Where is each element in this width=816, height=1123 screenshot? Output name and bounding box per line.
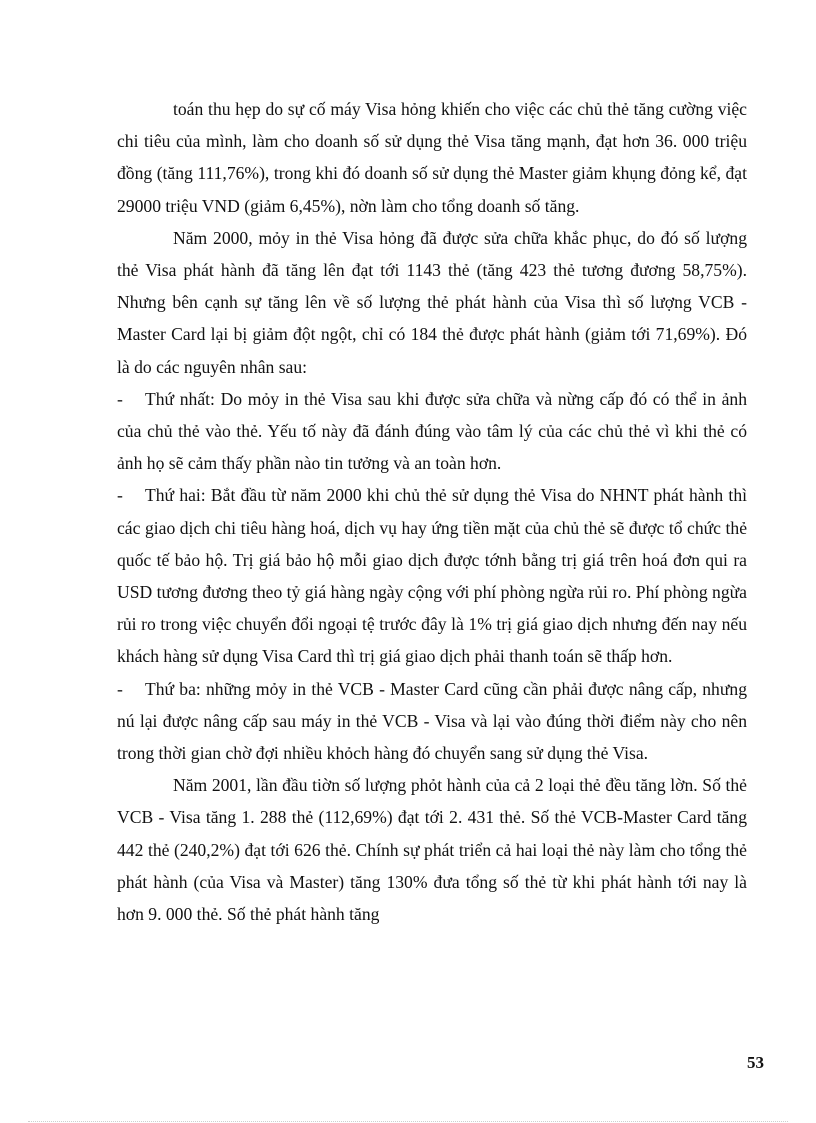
- bullet-item-3: [117, 673, 747, 770]
- paragraph-2: Năm 2000, mỏy in thẻ Visa hỏng đã được sửa chữa khắc phục, do đó số lượng thẻ Visa phát hành đã tăng lên đạt tới 1143 thẻ (tăng 423 thẻ tương đương 58,75%). Nhưng bên cạnh sự tăng lên về số lượng thẻ phát hành của Visa thì số lượng VCB - Master Card lại bị giảm đột ngột, chỉ có 184 thẻ được phát hành (giảm tới 71,69%). Đó là do các nguyên nhân sau:: [117, 227, 747, 377]
- paragraph-3: Năm 2001, lần đầu tiờn số lượng phỏt hành của cả 2 loại thẻ đều tăng lờn. Số thẻ VCB - Visa tăng 1. 288 thẻ (112,69%) đạt tới 2. 431 thẻ. Số thẻ VCB-Master Card tăng 442 thẻ (240,2%) đạt tới 626 thẻ. Chính sự phát triển cả hai loại thẻ này làm cho tổng thẻ phát hành (của Visa và Master) tăng 130% đưa tổng số thẻ từ khi phát hành tới nay là hơn 9. 000 thẻ. Số thẻ phát hành tăng: [117, 775, 747, 925]
- bottom-divider: [28, 1121, 788, 1122]
- bullet-text: Thứ hai: Bắt đầu từ năm 2000 khi chủ thẻ sử dụng thẻ Visa do NHNT phát hành thì các giao dịch chi tiêu hàng hoá, dịch vụ hay ứng tiền mặt của chủ thẻ sẽ được tổ chức thẻ quốc tế bảo hộ. Trị giá bảo hộ mỗi giao dịch được tớnh bằng trị giá trên hoá đơn qui ra USD tương đương theo tỷ giá hàng ngày cộng với phí phòng ngừa rủi ro. Phí phòng ngừa rủi ro trong việc chuyển đổi ngoại tệ trước đây là 1% trị giá giao dịch nhưng đến nay nếu khách hàng sử dụng Visa Card thì trị giá giao dịch phải thanh toán sẽ thấp hơn.: [117, 485, 747, 667]
- bullet-text: Thứ ba: những mỏy in thẻ VCB - Master Card cũng cần phải được nâng cấp, nhưng nú lại được nâng cấp sau máy in thẻ VCB - Visa và lại vào đúng thời điểm này cho nên trong thời gian chờ đợi nhiều khỏch hàng đó chuyển sang sử dụng thẻ Visa.: [117, 678, 747, 764]
- page-number: 53: [747, 1053, 764, 1072]
- bullet-marker: -: [117, 388, 123, 409]
- body-text: [117, 93, 747, 930]
- bullet-item-1: [117, 383, 747, 480]
- paragraph-1: toán thu hẹp do sự cố máy Visa hỏng khiến cho việc các chủ thẻ tăng cường việc chi tiêu của mình, làm cho doanh số sử dụng thẻ Visa tăng mạnh, đạt hơn 36. 000 triệu đồng (tăng 111,76%), trong khi đó doanh số sử dụng thẻ Master giảm khụng đỏng kể, đạt 29000 triệu VND (giảm 6,45%), nờn làm cho tổng doanh số tăng.: [117, 99, 747, 216]
- bullet-marker: -: [117, 485, 123, 506]
- bullet-text: Thứ nhất: Do mỏy in thẻ Visa sau khi được sửa chữa và nừng cấp đó có thể in ảnh của chủ thẻ vào thẻ. Yếu tố này đã đánh đúng vào tâm lý của các chủ thẻ vì khi thẻ có ảnh họ sẽ cảm thấy phần nào tin tưởng và an toàn hơn.: [117, 388, 747, 474]
- bullet-item-2: [117, 479, 747, 672]
- bullet-marker: -: [117, 678, 123, 699]
